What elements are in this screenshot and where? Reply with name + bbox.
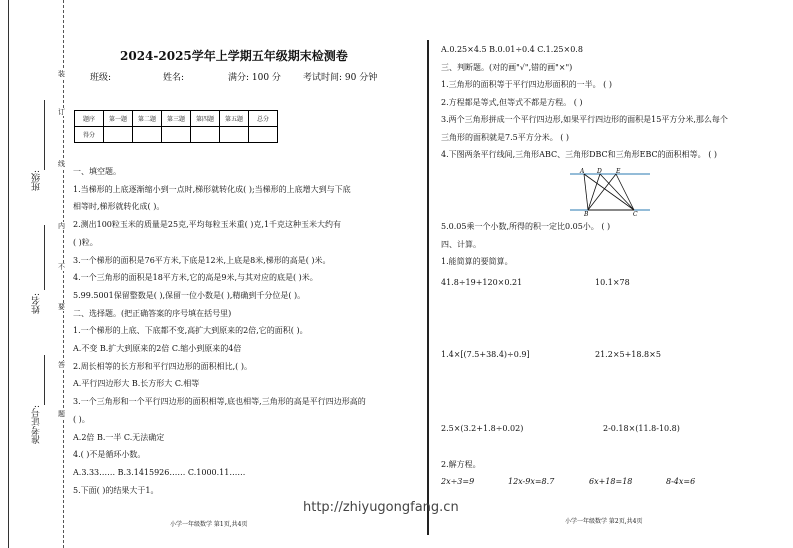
meta-score: 满分: 100 分 <box>228 73 281 83</box>
seal-char: 内 <box>58 222 65 230</box>
question-line: ( )。 <box>73 414 90 424</box>
label-d: D <box>597 168 602 175</box>
meta-class: 班级: <box>90 73 112 83</box>
parallel-lines-figure <box>570 168 650 216</box>
calc-3b: 2-0.18×(11.8-10.8) <box>603 424 680 433</box>
question-line: A.2倍 B.一半 C.无法确定 <box>73 432 165 442</box>
question-line: 5.下面( )的结果大于1。 <box>73 485 159 495</box>
segment-ba <box>584 174 588 210</box>
question-line: 2.周长相等的长方形和平行四边形的面积相比,( )。 <box>73 361 252 371</box>
score-cell[interactable] <box>220 127 249 143</box>
score-header-cell: 第四题 <box>191 111 220 127</box>
meta-name: 姓名: <box>163 73 185 83</box>
calc-2b: 21.2×5+18.8×5 <box>595 350 661 359</box>
watermark: http://zhiyugongfang.cn <box>303 500 459 515</box>
question-line: A.不变 B.扩大到原来的2倍 C.缩小到原来的4倍 <box>73 344 242 353</box>
class-label: 班级: <box>32 170 42 192</box>
seal-dashed-line <box>63 0 64 548</box>
question-line: 5.99.5001保留整数是( ),保留一位小数是( ),精确到千分位是( )。 <box>73 290 306 300</box>
page-divider <box>427 40 429 535</box>
segment-ca <box>584 174 634 210</box>
question-line: 1.一个梯形的上底、下底都不变,高扩大到原来的2倍,它的面积( )。 <box>73 326 308 336</box>
label-a: A <box>580 168 585 175</box>
score-cell[interactable] <box>162 127 191 143</box>
question-line: ( )粒。 <box>73 237 98 247</box>
class-underline <box>44 100 45 170</box>
page2-footer: 小学一年级数学 第2页,共4页 <box>565 518 643 525</box>
score-cell[interactable] <box>249 127 278 143</box>
seal-char: 要 <box>58 303 65 311</box>
score-header-cell: 第一题 <box>104 111 133 127</box>
question-line: 相等时,梯形就转化成( )。 <box>73 202 165 212</box>
question-line: 1.三角形的面积等于平行四边形面积的一半。 ( ) <box>441 80 612 89</box>
segment-cd <box>600 174 634 210</box>
calc-3a: 2.5×(3.2+1.8÷0.02) <box>441 424 524 433</box>
score-table-header <box>75 111 278 127</box>
score-header-cell: 题序 <box>75 111 104 127</box>
question-line: 4.一个三角形的面积是18平方米,它的高是9米,与其对应的底是( )米。 <box>73 273 318 283</box>
label-e: E <box>616 168 621 175</box>
calc-2a: 1.4×[(7.5+38.4)÷0.9] <box>441 350 530 359</box>
question-line: 2.方程都是等式,但等式不都是方程。 ( ) <box>441 97 583 107</box>
question-line: 四、计算。 <box>441 239 481 249</box>
seal-char: 装 <box>58 70 65 78</box>
score-row-label: 得分 <box>75 127 104 143</box>
equation-2: 12x-9x=8.7 <box>508 477 555 486</box>
question-line: 2.测出100粒玉米的质量是25克,平均每粒玉米重( )克,1千克这种玉米大约有 <box>73 220 342 230</box>
calc-1b: 10.1×78 <box>595 278 630 287</box>
question-line: A.3.33…… B.3.1415926…… C.1000.11…… <box>73 467 246 477</box>
meta-time: 考试时间: 90 分钟 <box>303 73 378 83</box>
question-line: 3.两个三角形拼成一个平行四边形,如果平行四边形的面积是15平方分米,那么每个 <box>441 115 728 124</box>
score-header-cell: 总分 <box>249 111 278 127</box>
question-line: 4.下图两条平行线间,三角形ABC、三角形DBC和三角形EBC的面积相等。 ( ) <box>441 150 717 159</box>
segment-ce <box>616 174 634 210</box>
calc-1a: 41.8÷19+120×0.21 <box>441 278 523 287</box>
id-underline <box>44 355 45 405</box>
equation-4: 8-4x=6 <box>666 477 696 486</box>
seal-char: 线 <box>58 160 65 168</box>
question-line: 二、选择题。(把正确答案的序号填在括号里) <box>73 308 232 318</box>
segment-bd <box>588 174 600 210</box>
score-header-cell: 第五题 <box>220 111 249 127</box>
question-line: 一、填空题。 <box>73 167 121 176</box>
equation-1: 2x÷3=9 <box>441 477 475 486</box>
segment-be <box>588 174 616 210</box>
label-b: B <box>584 211 589 216</box>
question-line: 5.0.05乘一个小数,所得的积一定比0.05小。 ( ) <box>441 222 611 231</box>
question-line: 1.当梯形的上底逐渐缩小到一点时,梯形就转化成( );当梯形的上底增大到与下底 <box>73 184 351 194</box>
score-table <box>74 110 278 143</box>
name-label: 姓名: <box>32 293 42 315</box>
exam-title: 2024-2025学年上学期五年级期末检测卷 <box>120 49 348 63</box>
id-label: 准考证号: <box>32 405 42 445</box>
question-line: 1.能简算的要简算。 <box>441 257 513 266</box>
page1-footer: 小学一年级数学 第1页,共4页 <box>170 521 248 528</box>
question-line: 4.( )不是循环小数。 <box>73 450 146 460</box>
name-underline <box>44 225 45 290</box>
seal-char: 答 <box>58 361 65 369</box>
score-cell[interactable] <box>133 127 162 143</box>
label-c: C <box>633 211 638 216</box>
seal-char: 不 <box>58 263 65 271</box>
score-header-cell: 第二题 <box>133 111 162 127</box>
question-line: 3.一个梯形的面积是76平方米,下底是12米,上底是8米,梯形的高是( )米。 <box>73 255 331 265</box>
margin-border-line <box>8 0 9 548</box>
question-line: 三、判断题。(对的画"√",错的画"×") <box>441 62 573 72</box>
question-line: A.0.25×4.5 B.0.01÷0.4 C.1.25×0.8 <box>441 45 583 54</box>
seal-char: 题 <box>58 410 65 418</box>
seal-char: 订 <box>58 108 65 116</box>
score-cell[interactable] <box>191 127 220 143</box>
score-table-row <box>75 127 278 143</box>
score-header-cell: 第三题 <box>162 111 191 127</box>
score-cell[interactable] <box>104 127 133 143</box>
question-line: 三角形的面积就是7.5平方分米。 ( ) <box>441 132 570 142</box>
question-line: 3.一个三角形和一个平行四边形的面积相等,底也相等,三角形的高是平行四边形高的 <box>73 397 366 407</box>
equation-3: 6x+18=18 <box>589 477 633 486</box>
equation-section-title: 2.解方程。 <box>441 460 481 469</box>
question-line: A.平行四边形大 B.长方形大 C.相等 <box>73 379 200 389</box>
